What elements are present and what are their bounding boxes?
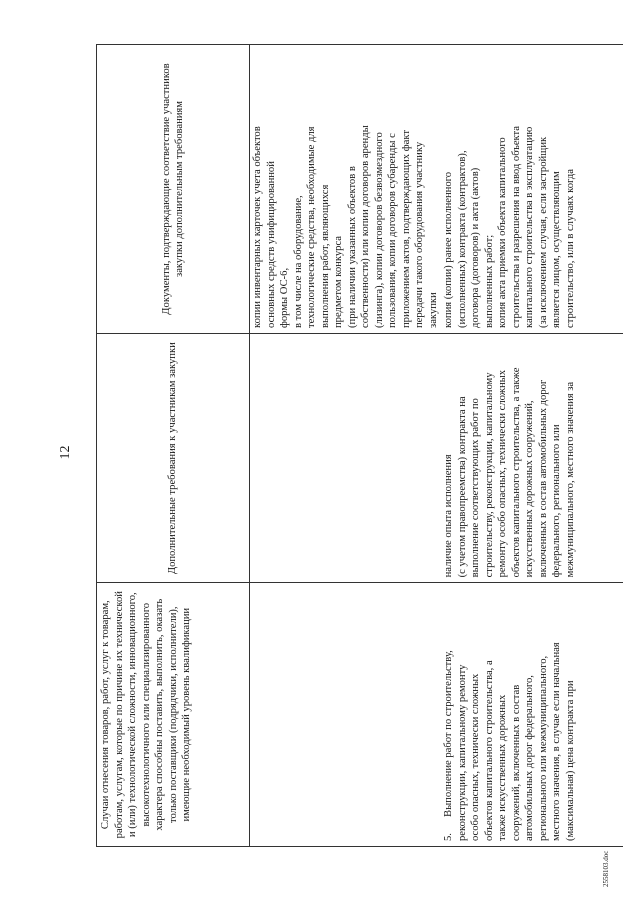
text-line: также искусственных дорожных (497, 694, 508, 841)
text-line: копия (копии) ранее исполненного (443, 172, 454, 328)
table-header-row (97, 45, 250, 847)
requirements-table (96, 44, 623, 847)
text-line: передачи такого оборудования участнику (414, 141, 425, 328)
row5-col1 (441, 583, 623, 847)
text-line: основных средств унифицированной (265, 161, 277, 328)
text-line: местного значения, в случае если начальная (551, 642, 562, 841)
text-line: (с учетом правопреемства) контракта на (456, 396, 468, 578)
text-line: строительству, реконструкции, капитальному (483, 372, 495, 578)
row-continuation-col3 (250, 45, 442, 334)
row-continuation-col2 (250, 333, 442, 582)
text-line: особо опасных, технически сложных (470, 673, 481, 841)
row5-col3 (441, 45, 623, 334)
text-line: регионального или межмуниципального, (537, 655, 549, 841)
document-footer: 2558103.doc (602, 850, 610, 887)
table-row (441, 45, 623, 847)
text-line: федерального, регионального или (551, 424, 562, 578)
text-line: наличие опыта исполнения (443, 454, 454, 578)
row-continuation-col1 (250, 583, 442, 847)
text-line: сооружений, включенных в состав (510, 684, 522, 841)
text-line: (исполненных) контракта (контрактов), (456, 150, 468, 328)
header-additional-requirements: Дополнительные требования к участникам закупки (97, 333, 250, 582)
text-line: (при наличии указанных объектов в (346, 166, 358, 328)
text-line: предметом конкурса (333, 236, 344, 328)
text-line: копия акта приемки объекта капитального (497, 137, 508, 328)
text-line: включенных в состав автомобильных дорог (537, 379, 549, 578)
text-line: выполненных работ; (483, 234, 495, 328)
page-number: 12 (58, 445, 73, 460)
text-line: собственности) или копии договоров аренды (360, 125, 371, 328)
text-line: (лизинга), копии договоров безвозмездного (373, 132, 385, 328)
text-line: копии инвентарных карточек учета объектов (252, 126, 263, 328)
text-line: искусственных дорожных сооружений, (524, 400, 535, 578)
row-number: 5. (443, 833, 454, 841)
text-line: строительства и разрешения на ввод объекта (510, 125, 522, 328)
text-line: автомобильных дорог федерального, (524, 675, 535, 841)
text-line: технологические средства, необходимые для (306, 126, 317, 328)
text-line: (за исключением случая, если застройщик (537, 136, 549, 328)
text-line: Выполнение работ по строительству, (443, 650, 454, 817)
text-line: в том числе на оборудование, (292, 195, 304, 328)
text-line: выполнение соответствующих работ по (470, 398, 481, 578)
text-line: строительство, или в случаях когда (564, 169, 576, 328)
text-line: межмуниципального, местного значения за (564, 381, 576, 578)
text-line: капитального строительства в эксплуатацию (524, 126, 535, 328)
table-row (250, 45, 442, 847)
text-line: закупки (427, 292, 439, 328)
text-line: (максимальная) цена контракта при (564, 680, 576, 841)
text-line: является лицом, осуществляющим (551, 171, 562, 328)
header-documents: Документы, подтверждающие соответствие участников закупки дополнительным требованиям (97, 45, 250, 334)
text-line: формы ОС-6, (279, 267, 290, 328)
header-cases: Случаи отнесения товаров, работ, услуг к товарам, работам, услугам, которые по причине их технической и (или) технологической сложности, инновационного, высокотехнологичного или специализированного характера способны поставить, выполнить, оказать только поставщики (подрядчики, исполнители), имеющие необходимый уровень квалификации (97, 583, 250, 847)
text-line: реконструкции, капитальному ремонту (456, 664, 468, 841)
text-line: пользования, копии договоров субаренды с (387, 133, 398, 328)
text-line: выполнения работ, являющихся (319, 184, 331, 328)
text-line: приложением актов, подтверждающих факт (400, 130, 412, 328)
text-line: ремонту особо опасных, технически сложных (497, 369, 508, 578)
text-line: объектов капитального строительства, а (483, 660, 495, 841)
row5-col2 (441, 333, 623, 582)
text-line (442, 588, 456, 841)
text-line: объектов капитального строительства, а также (510, 367, 522, 578)
text-line: договора (договоров) и акта (актов) (470, 167, 481, 328)
